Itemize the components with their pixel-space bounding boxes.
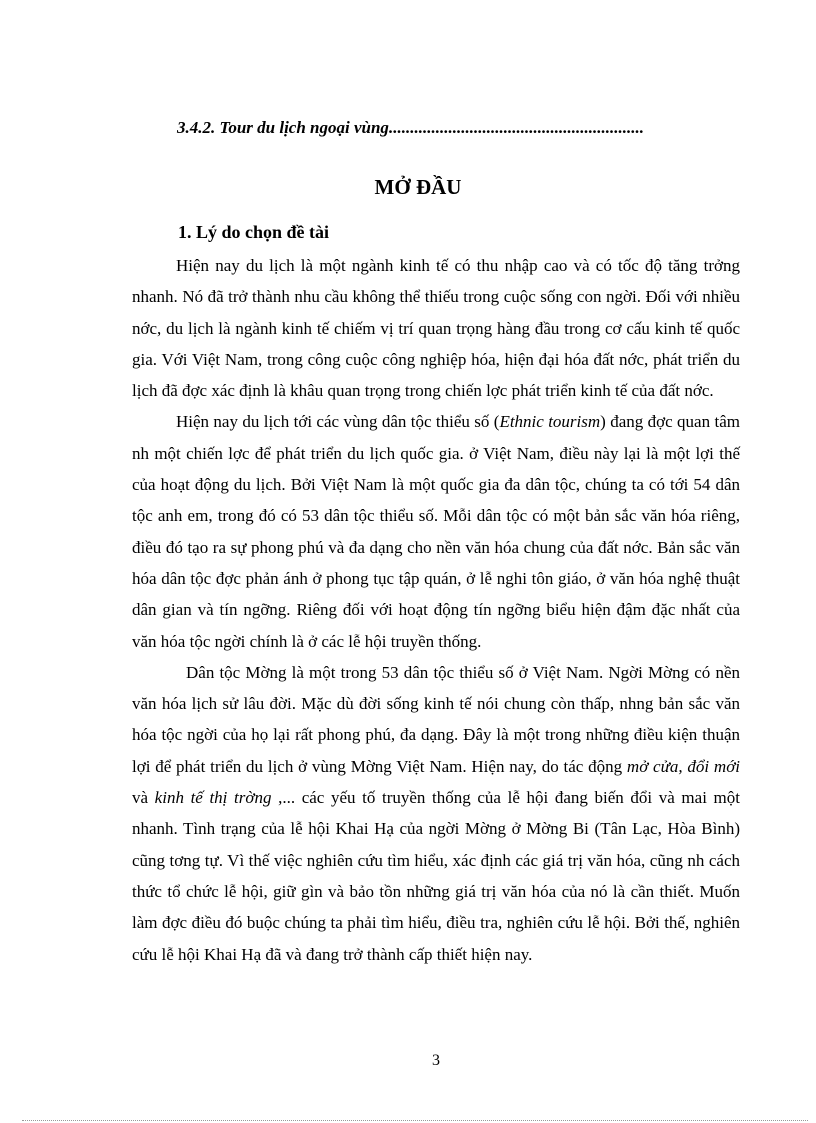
page-bottom-divider (22, 1120, 808, 1121)
paragraph-text: và (132, 788, 155, 808)
italic-term-ethnic-tourism: Ethnic tourism (499, 412, 601, 432)
section-title: 1. Lý do chọn đề tài (178, 222, 330, 242)
paragraph-text: ) đang đợc quan tâm nh một chiến lợc để phát triển du lịch quốc gia. ở Việt Nam, điều này lại là một lợi thế của hoạt động du lịch. Bởi Việt Nam là một quốc gia đa dân tộc, chúng ta có tới 54 dân tộc anh em, trong đó có 53 dân tộc thiểu số. Mỗi dân tộc có một bản sắc văn hóa riêng, điều đó tạo ra sự phong phú và đa dạng cho nền văn hóa chung của đất nớc. Bản sắc văn hóa dân tộc đợc phản ánh ở phong tục tập quán, ở lễ nghi tôn giáo, ở văn hóa nghệ thuật dân gian và tín ngỡng. Riêng đối với hoạt động tín ngỡng biểu hiện đậm đặc nhất của văn hóa tộc ngời chính là ở các lễ hội truyền thống. (132, 412, 740, 651)
italic-term-market-economy: kinh tế thị trờng (154, 788, 272, 808)
paragraph-text: Dân tộc Mờng là một trong 53 dân tộc thiểu số ở Việt Nam. Ngời Mờng có nền văn hóa lịch sử lâu đời. Mặc dù đời sống kinh tế nói chung còn thấp, nhng bản sắc văn hóa tộc ngời của họ lại rất phong phú, đa dạng. Đây là một trong những điều kiện thuận lợi để phát triển du lịch ở vùng Mờng Việt Nam. Hiện nay, do tác động (132, 662, 740, 776)
italic-term-open-renovation: mở cửa, đổi mới (626, 756, 741, 776)
body-text (132, 250, 740, 970)
toc-dot-leader: ............................................................ (388, 118, 644, 137)
paragraph-text: Hiện nay du lịch tới các vùng dân tộc thiểu số ( (176, 412, 500, 432)
toc-entry (177, 118, 644, 138)
page-number: 3 (432, 1052, 440, 1069)
paragraph-reason-1 (132, 250, 740, 406)
paragraph-text: ,... các yếu tố truyền thống của lễ hội đang biến đổi và mai một nhanh. Tình trạng của lễ hội Khai Hạ của ngời Mờng ở Mờng Bi (Tân Lạc, Hòa Bình) cũng tơng tự. Vì thế việc nghiên cứu tìm hiểu, xác định các giá trị văn hóa, cũng nh cách thức tổ chức lễ hội, giữ gìn và bảo tồn những giá trị văn hóa của nó là cần thiết. Muốn làm đợc điều đó buộc chúng ta phải tìm hiểu, điều tra, nghiên cứu lễ hội. Bởi thế, nghiên cứu lễ hội Khai Hạ đã và đang trở thành cấp thiết hiện nay. (132, 788, 740, 964)
paragraph-text: Hiện nay du lịch là một ngành kinh tế có thu nhập cao và có tốc độ tăng trởng nhanh. Nó đã trở thành nhu cầu không thể thiếu trong cuộc sống con ngời. Đối với nhiều nớc, du lịch là ngành kinh tế chiếm vị trí quan trọng hàng đầu trong cơ cấu kinh tế quốc gia. Với Việt Nam, trong công cuộc công nghiệp hóa, hiện đại hóa đất nớc, phát triển du lịch đã đợc xác định là khâu quan trọng trong chiến lợc phát triển kinh tế của đất nớc. (132, 256, 740, 401)
page-heading: MỞ ĐẦU (374, 175, 462, 199)
paragraph-reason-3 (132, 657, 740, 970)
toc-entry-title: 3.4.2. Tour du lịch ngoại vùng (177, 118, 389, 137)
paragraph-reason-2 (132, 406, 740, 656)
